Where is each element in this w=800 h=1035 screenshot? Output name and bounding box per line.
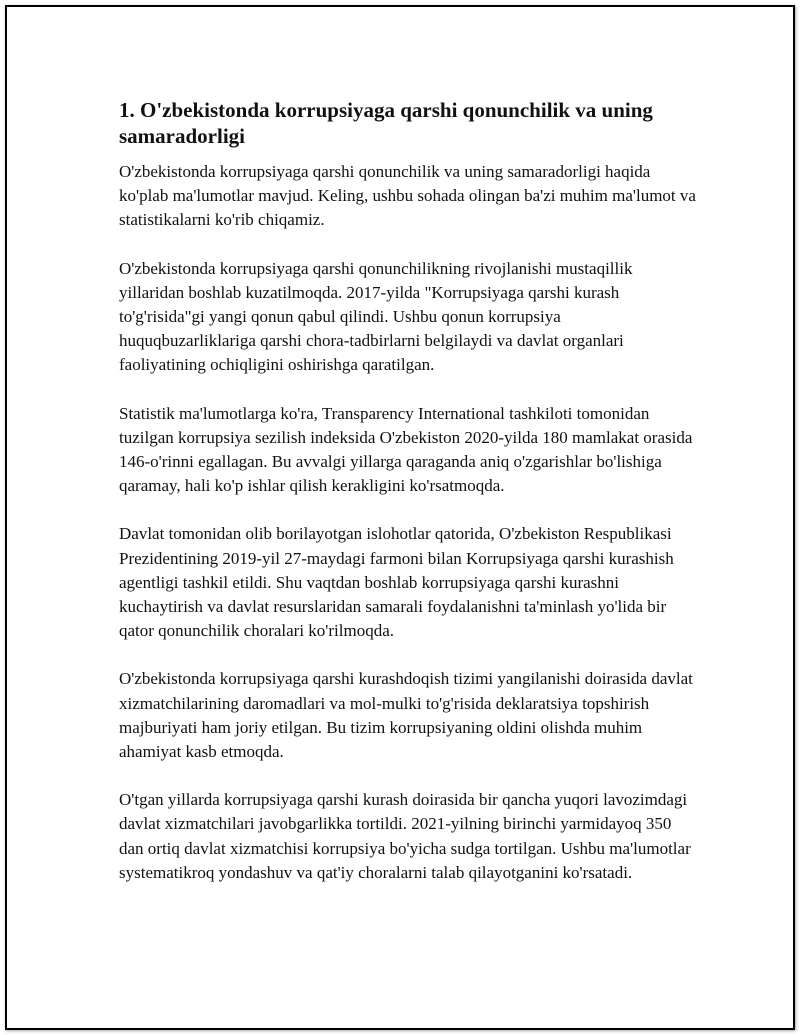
paragraph-declaration-system: O'zbekistonda korrupsiyaga qarshi kurashdoqish tizimi yangilanishi doirasida davlat xizmatchilarining daromadlari va mol-mulki to'g'risida deklaratsiya topshirish majburiyati ham joriy etilgan. Bu tizim korrupsiyaning oldini olishda muhim ahamiyat kasb etmoqda. <box>119 669 693 762</box>
paragraph-statistics: Statistik ma'lumotlarga ko'ra, Transparency International tashkiloti tomonidan tuzilgan korrupsiya sezilish indeksida O'zbekiston 2020-yilda 180 mamlakat orasida 146-o'rinni egallagan. Bu avvalgi yillarga qaraganda aniq o'zgarishlar bo'lishiga qaramay, hali ko'p ishlar qilish kerakligini ko'rsatmoqda. <box>119 403 693 496</box>
paragraph-prosecutions: O'tgan yillarda korrupsiyaga qarshi kurash doirasida bir qancha yuqori lavozimdagi davlat xizmatchilari javobgarlikka tortildi. 2021-yilning birinchi yarmidayoq 350 dan ortiq davlat xizmatchisi korrupsiya bo'yicha sudga tortilgan. Ushbu ma'lumotlar systematikroq yondashuv va qat'iy choralarni talab qilayotganini ko'rsatadi. <box>119 790 691 882</box>
paragraph-anti-corruption-agency: Davlat tomonidan olib borilayotgan islohotlar qatorida, O'zbekiston Respublikasi Prezidentining 2019-yil 27-maydagi farmoni bilan Korrupsiyaga qarshi kurashish agentligi tashkil etildi. Shu vaqtdan boshlab korrupsiyaga qarshi kurashni kuchaytirish va davlat resurslaridan samarali foydalanishni ta'minlash yo'lida bir qator qonunchilik choralari ko'rilmoqda. <box>119 524 674 641</box>
paragraph-intro: O'zbekistonda korrupsiyaga qarshi qonunchilik va uning samaradorligi haqida ko'plab ma'lumotlar mavjud. Keling, ushbu sohada olingan ba'zi muhim ma'lumot va statistikalarni ko'rib chiqamiz. <box>119 162 696 230</box>
document-page <box>5 5 795 1030</box>
section-heading: 1. O'zbekistonda korrupsiyaga qarshi qonunchilik va uning samaradorligi <box>119 98 653 148</box>
document-body <box>119 97 699 909</box>
paragraph-legislation-history: O'zbekistonda korrupsiyaga qarshi qonunchilikning rivojlanishi mustaqillik yillaridan boshlab kuzatilmoqda. 2017-yilda "Korrupsiyaga qarshi kurash to'g'risida"gi yangi qonun qabul qilindi. Ushbu qonun korrupsiya huquqbuzarliklariga qarshi chora-tadbirlarni belgilaydi va davlat organlari faoliyatining ochiqligini oshirishga qaratilgan. <box>119 258 633 375</box>
